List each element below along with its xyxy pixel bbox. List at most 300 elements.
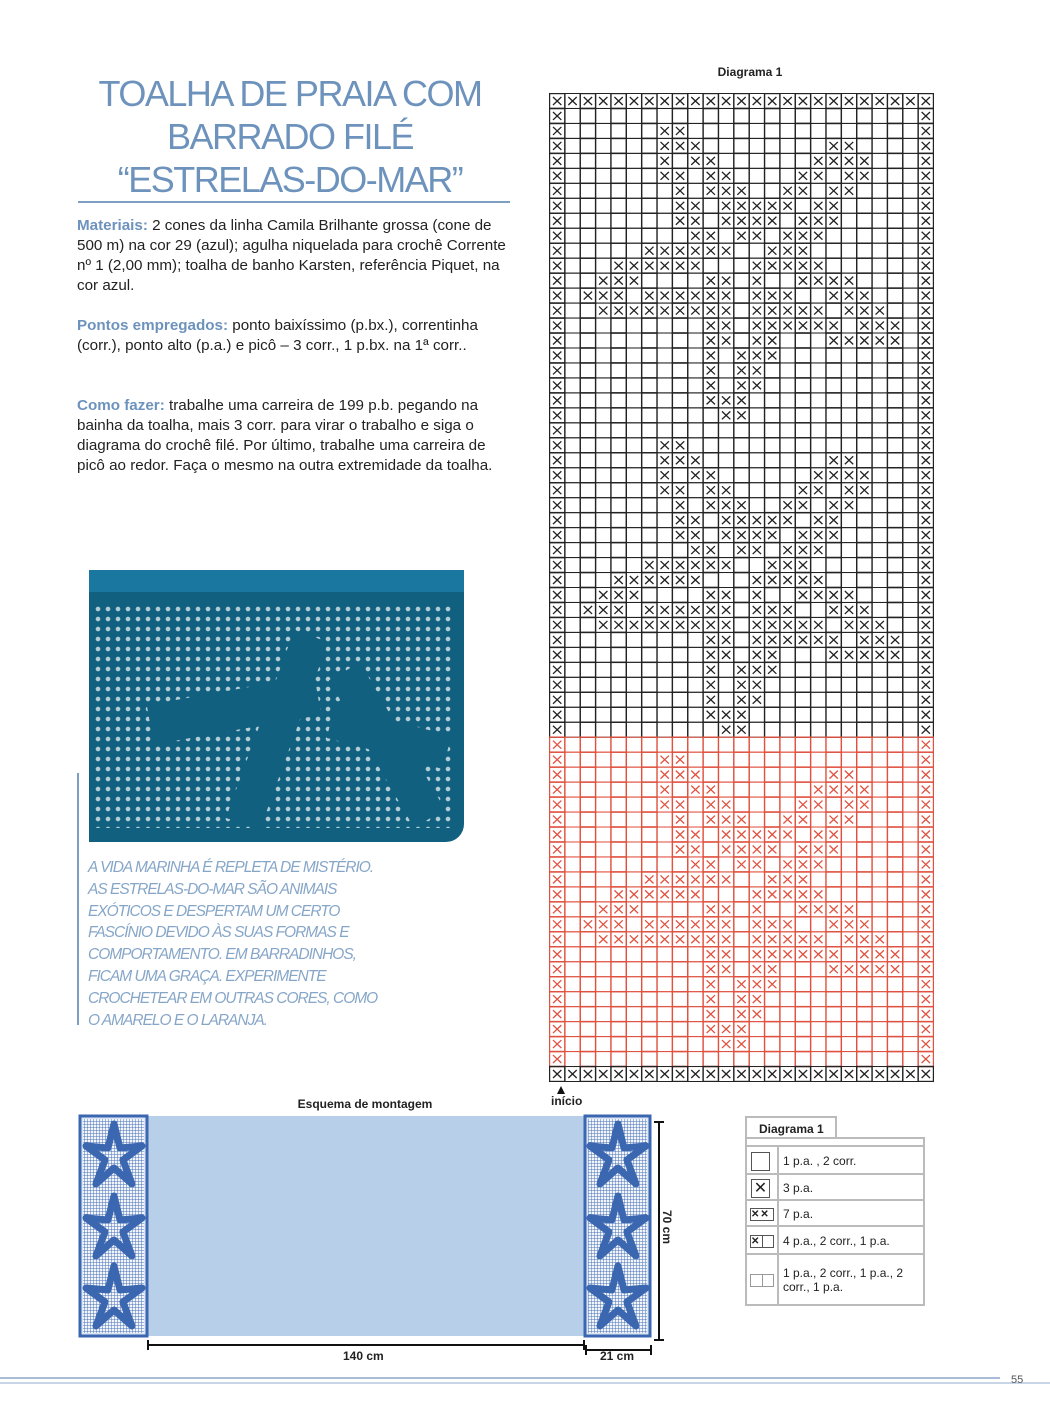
- diagram-cell: [780, 782, 795, 797]
- x-mark: [922, 890, 930, 898]
- x-mark: [829, 292, 837, 300]
- diagram-cell: [857, 498, 872, 513]
- diagram-cell: [611, 333, 626, 348]
- diagram-cell: [749, 108, 764, 123]
- diagram-cell: [887, 348, 902, 363]
- x-mark: [707, 322, 715, 330]
- x-mark: [707, 232, 715, 240]
- x-mark: [814, 905, 822, 913]
- x-mark: [783, 187, 791, 195]
- diagram-cell: [565, 543, 580, 558]
- x-mark: [753, 681, 761, 689]
- diagram-cell: [626, 543, 641, 558]
- diagram-row: [550, 168, 934, 183]
- x-mark: [691, 531, 699, 539]
- diagram-cell: [672, 273, 687, 288]
- x-mark: [645, 606, 653, 614]
- diagram-title: Diagrama 1: [717, 65, 783, 79]
- diagram-cell: [872, 707, 887, 722]
- diagram-cell: [749, 453, 764, 468]
- x-mark: [599, 621, 607, 629]
- diagram-cell: [887, 767, 902, 782]
- diagram-cell: [657, 333, 672, 348]
- diagram-cell: [580, 543, 595, 558]
- x-mark: [630, 890, 638, 898]
- diagram-cell: [780, 662, 795, 677]
- x-mark: [599, 935, 607, 943]
- x-mark: [737, 1040, 745, 1048]
- diagram-cell: [872, 692, 887, 707]
- diagram-cell: [596, 243, 611, 258]
- diagram-cell: [887, 573, 902, 588]
- diagram-cell: [857, 1022, 872, 1037]
- x-mark: [922, 950, 930, 958]
- diagram-cell: [903, 947, 918, 962]
- diagram-cell: [811, 363, 826, 378]
- diagram-cell: [596, 363, 611, 378]
- x-mark: [768, 636, 776, 644]
- x-mark: [922, 591, 930, 599]
- diagram-row: [550, 797, 934, 812]
- diagram-cell: [903, 602, 918, 617]
- x-mark: [783, 322, 791, 330]
- x-mark: [661, 307, 669, 315]
- x-mark: [922, 845, 930, 853]
- diagram-cell: [688, 812, 703, 827]
- diagram-cell: [688, 483, 703, 498]
- diagram-cell: [826, 722, 841, 737]
- x-mark: [829, 1070, 837, 1078]
- diagram-cell: [688, 962, 703, 977]
- diagram-cell: [887, 872, 902, 887]
- x-mark: [860, 322, 868, 330]
- diagram-cell: [780, 692, 795, 707]
- diagram-cell: [765, 707, 780, 722]
- diagram-cell: [565, 932, 580, 947]
- x-mark: [799, 576, 807, 584]
- x-mark: [707, 366, 715, 374]
- diagram-cell: [780, 438, 795, 453]
- x-mark: [753, 860, 761, 868]
- diagram-cell: [718, 543, 733, 558]
- diagram-cell: [780, 333, 795, 348]
- diagram-cell: [841, 573, 856, 588]
- diagram-cell: [887, 602, 902, 617]
- x-mark: [753, 202, 761, 210]
- diagram-cell: [672, 363, 687, 378]
- x-mark: [737, 816, 745, 824]
- x-mark: [860, 651, 868, 659]
- x-mark: [661, 786, 669, 794]
- empty-cell-icon: [747, 1147, 779, 1175]
- x-mark: [922, 561, 930, 569]
- diagram-cell: [734, 917, 749, 932]
- diagram-cell: [596, 378, 611, 393]
- x-mark: [661, 97, 669, 105]
- diagram-cell: [780, 483, 795, 498]
- x-mark: [753, 666, 761, 674]
- diagram-row: [550, 722, 934, 737]
- diagram-cell: [811, 767, 826, 782]
- x-mark: [876, 950, 884, 958]
- x-mark: [922, 292, 930, 300]
- x-mark: [799, 531, 807, 539]
- x-mark: [783, 97, 791, 105]
- x-mark: [676, 142, 684, 150]
- diagram-cell: [872, 722, 887, 737]
- diagram-cell: [749, 1022, 764, 1037]
- diagram-cell: [857, 588, 872, 603]
- x-mark: [661, 142, 669, 150]
- diagram-cell: [565, 752, 580, 767]
- x-mark: [814, 786, 822, 794]
- diagram-cell: [565, 677, 580, 692]
- diagram-cell: [887, 588, 902, 603]
- diagram-cell: [657, 213, 672, 228]
- diagram-cell: [734, 767, 749, 782]
- diagram-cell: [611, 857, 626, 872]
- legend-row: [747, 1253, 923, 1306]
- diagram-cell: [580, 168, 595, 183]
- diagram-cell: [887, 917, 902, 932]
- diagram-cell: [826, 438, 841, 453]
- diagram-cell: [718, 692, 733, 707]
- diagram-cell: [841, 348, 856, 363]
- diagram-cell: [672, 468, 687, 483]
- diagram-cell: [580, 153, 595, 168]
- x-empty-cell-icon: ✕: [747, 1227, 779, 1255]
- x-mark: [860, 786, 868, 794]
- x-mark: [845, 292, 853, 300]
- diagram-cell: [811, 662, 826, 677]
- diagram-cell: [841, 722, 856, 737]
- x-mark: [783, 875, 791, 883]
- diagram-cell: [580, 887, 595, 902]
- materials-label: Materiais:: [77, 217, 148, 234]
- x-mark: [737, 726, 745, 734]
- diagram-cell: [903, 438, 918, 453]
- x-mark: [553, 786, 561, 794]
- diagram-cell: [565, 333, 580, 348]
- diagram-cell: [857, 408, 872, 423]
- diagram-cell: [718, 363, 733, 378]
- x-mark: [860, 337, 868, 345]
- x-mark: [553, 905, 561, 913]
- diagram-cell: [903, 632, 918, 647]
- x-mark: [737, 546, 745, 554]
- diagram-cell: [841, 1052, 856, 1067]
- diagram-cell: [688, 168, 703, 183]
- diagram-cell: [580, 632, 595, 647]
- diagram-cell: [872, 288, 887, 303]
- x-mark: [768, 845, 776, 853]
- x-mark: [799, 307, 807, 315]
- diagram-cell: [565, 408, 580, 423]
- x-mark: [768, 890, 776, 898]
- x-mark: [876, 621, 884, 629]
- diagram-row: [550, 1052, 934, 1067]
- diagram-cell: [596, 348, 611, 363]
- diagram-row: [550, 902, 934, 917]
- height-label: 70 cm: [660, 1209, 675, 1245]
- diagram-cell: [887, 857, 902, 872]
- diagram-cell: [626, 393, 641, 408]
- x-mark: [783, 546, 791, 554]
- stitches-label: Pontos empregados:: [77, 317, 229, 334]
- diagram-cell: [626, 153, 641, 168]
- x-mark: [553, 247, 561, 255]
- diagram-cell: [672, 1007, 687, 1022]
- diagram-cell: [688, 722, 703, 737]
- diagram-cell: [626, 513, 641, 528]
- diagram-cell: [872, 423, 887, 438]
- x-mark: [753, 831, 761, 839]
- page-number: 55: [1011, 1374, 1024, 1386]
- diagram-cell: [887, 453, 902, 468]
- diagram-cell: [795, 453, 810, 468]
- diagram-cell: [596, 647, 611, 662]
- diagram-row: [550, 947, 934, 962]
- diagram-cell: [887, 498, 902, 513]
- legend-text: 3 p.a.: [783, 1181, 814, 1195]
- diagram-row: [550, 1037, 934, 1052]
- diagram-cell: [841, 887, 856, 902]
- x-mark: [722, 187, 730, 195]
- x-mark: [614, 292, 622, 300]
- diagram-cell: [857, 558, 872, 573]
- x-mark: [737, 187, 745, 195]
- x-mark: [860, 97, 868, 105]
- diagram-cell: [657, 977, 672, 992]
- diagram-cell: [718, 258, 733, 273]
- diagram-cell: [826, 393, 841, 408]
- diagram-cell: [626, 692, 641, 707]
- diagram-cell: [795, 333, 810, 348]
- diagram-cell: [872, 977, 887, 992]
- diagram-cell: [811, 1007, 826, 1022]
- x-mark: [799, 486, 807, 494]
- x-mark: [845, 277, 853, 285]
- diagram-cell: [672, 947, 687, 962]
- stitches-paragraph: [77, 316, 517, 356]
- diagram-row: [550, 767, 934, 782]
- x-mark: [783, 920, 791, 928]
- diagram-cell: [872, 498, 887, 513]
- diagram-cell: [826, 258, 841, 273]
- x-mark: [799, 890, 807, 898]
- diagram-cell: [642, 498, 657, 513]
- x-cell-icon: ✕: [747, 1175, 779, 1201]
- x-mark: [676, 217, 684, 225]
- diagram-cell: [580, 1007, 595, 1022]
- x-mark: [860, 172, 868, 180]
- diagram-cell: [718, 453, 733, 468]
- diagram-cell: [580, 857, 595, 872]
- diagram-cell: [642, 767, 657, 782]
- diagram-cell: [688, 632, 703, 647]
- diagram-cell: [795, 363, 810, 378]
- x-mark: [737, 845, 745, 853]
- diagram-cell: [841, 258, 856, 273]
- diagram-cell: [734, 962, 749, 977]
- diagram-cell: [580, 408, 595, 423]
- x-mark: [768, 1070, 776, 1078]
- diagram-cell: [795, 123, 810, 138]
- footer-rule: [0, 1377, 1000, 1379]
- diagram-cell: [765, 438, 780, 453]
- x-mark: [553, 651, 561, 659]
- x-mark: [845, 187, 853, 195]
- diagram-cell: [857, 123, 872, 138]
- diagram-cell: [780, 138, 795, 153]
- diagram-cell: [780, 348, 795, 363]
- diagram-cell: [611, 153, 626, 168]
- x-mark: [661, 127, 669, 135]
- diagram-cell: [703, 213, 718, 228]
- diagram-cell: [811, 737, 826, 752]
- x-mark: [753, 217, 761, 225]
- diagram-row: [550, 258, 934, 273]
- x-mark: [553, 426, 561, 434]
- x-mark: [676, 531, 684, 539]
- x-mark: [707, 786, 715, 794]
- diagram-cell: [795, 1007, 810, 1022]
- diagram-cell: [657, 857, 672, 872]
- diagram-cell: [780, 992, 795, 1007]
- diagram-cell: [826, 348, 841, 363]
- x-mark: [922, 441, 930, 449]
- diagram-cell: [657, 707, 672, 722]
- diagram-cell: [580, 827, 595, 842]
- diagram-cell: [734, 288, 749, 303]
- diagram-cell: [703, 513, 718, 528]
- x-mark: [829, 845, 837, 853]
- diagram-cell: [580, 932, 595, 947]
- diagram-cell: [811, 1037, 826, 1052]
- x-mark: [553, 232, 561, 240]
- diagram-row: [550, 602, 934, 617]
- x-mark: [860, 471, 868, 479]
- diagram-cell: [887, 483, 902, 498]
- diagram-cell: [596, 453, 611, 468]
- x-mark: [553, 591, 561, 599]
- x-mark: [814, 172, 822, 180]
- diagram-cell: [596, 737, 611, 752]
- diagram-cell: [626, 138, 641, 153]
- diagram-cell: [703, 258, 718, 273]
- diagram-cell: [749, 767, 764, 782]
- x-mark: [676, 262, 684, 270]
- stitches-text: ponto baixíssimo (p.bx.), correntinha (corr.), ponto alto (p.a.) e picô – 3 corr., 1 p.bx. na 1ª corr..: [77, 317, 478, 354]
- diagram-cell: [887, 423, 902, 438]
- x-mark: [691, 621, 699, 629]
- diagram-cell: [580, 573, 595, 588]
- diagram-cell: [580, 303, 595, 318]
- diagram-cell: [703, 408, 718, 423]
- diagram-cell: [565, 498, 580, 513]
- x-mark: [553, 681, 561, 689]
- diagram-cell: [872, 258, 887, 273]
- diagram-cell: [688, 797, 703, 812]
- diagram-cell: [657, 662, 672, 677]
- diagram-cell: [642, 692, 657, 707]
- diagram-cell: [887, 887, 902, 902]
- diagram-cell: [811, 183, 826, 198]
- diagram-cell: [872, 378, 887, 393]
- footer-rule: [0, 1382, 1050, 1384]
- diagram-cell: [565, 183, 580, 198]
- diagram-row: [550, 812, 934, 827]
- diagram-cell: [611, 1052, 626, 1067]
- diagram-cell: [826, 737, 841, 752]
- x-mark: [829, 920, 837, 928]
- diagram-cell: [811, 677, 826, 692]
- diagram-cell: [657, 528, 672, 543]
- x-mark: [922, 696, 930, 704]
- diagram-cell: [565, 513, 580, 528]
- x-mark: [722, 845, 730, 853]
- diagram-row: [550, 438, 934, 453]
- diagram-cell: [565, 842, 580, 857]
- diagram-cell: [765, 588, 780, 603]
- diagram-cell: [734, 887, 749, 902]
- diagram-cell: [872, 902, 887, 917]
- diagram-cell: [642, 228, 657, 243]
- diagram-cell: [626, 857, 641, 872]
- x-mark: [553, 920, 561, 928]
- diagram-cell: [688, 333, 703, 348]
- x-mark: [553, 636, 561, 644]
- x-mark: [707, 247, 715, 255]
- diagram-cell: [580, 1022, 595, 1037]
- x-mark: [599, 277, 607, 285]
- x-mark: [691, 860, 699, 868]
- diagram-cell: [903, 108, 918, 123]
- diagram-cell: [596, 483, 611, 498]
- diagram-cell: [688, 273, 703, 288]
- x-mark: [707, 950, 715, 958]
- x-mark: [922, 112, 930, 120]
- diagram-cell: [703, 138, 718, 153]
- x-mark: [922, 786, 930, 794]
- arrow-up-icon: [557, 1086, 565, 1094]
- diagram-cell: [672, 662, 687, 677]
- diagram-cell: [688, 438, 703, 453]
- diagram-cell: [626, 318, 641, 333]
- diagram-row: [550, 243, 934, 258]
- diagram-cell: [811, 348, 826, 363]
- x-mark: [737, 531, 745, 539]
- diagram-cell: [795, 722, 810, 737]
- diagram-cell: [780, 842, 795, 857]
- diagram-cell: [887, 737, 902, 752]
- diagram-row: [550, 453, 934, 468]
- diagram-cell: [872, 677, 887, 692]
- diagram-cell: [887, 213, 902, 228]
- x-mark: [783, 262, 791, 270]
- diagram-cell: [611, 737, 626, 752]
- diagram-cell: [626, 363, 641, 378]
- x-mark: [922, 1025, 930, 1033]
- x-mark: [553, 172, 561, 180]
- x-mark: [645, 621, 653, 629]
- diagram-row: [550, 483, 934, 498]
- diagram-cell: [749, 468, 764, 483]
- diagram-cell: [657, 318, 672, 333]
- diagram-cell: [565, 303, 580, 318]
- diagram-row: [550, 827, 934, 842]
- diagram-cell: [703, 887, 718, 902]
